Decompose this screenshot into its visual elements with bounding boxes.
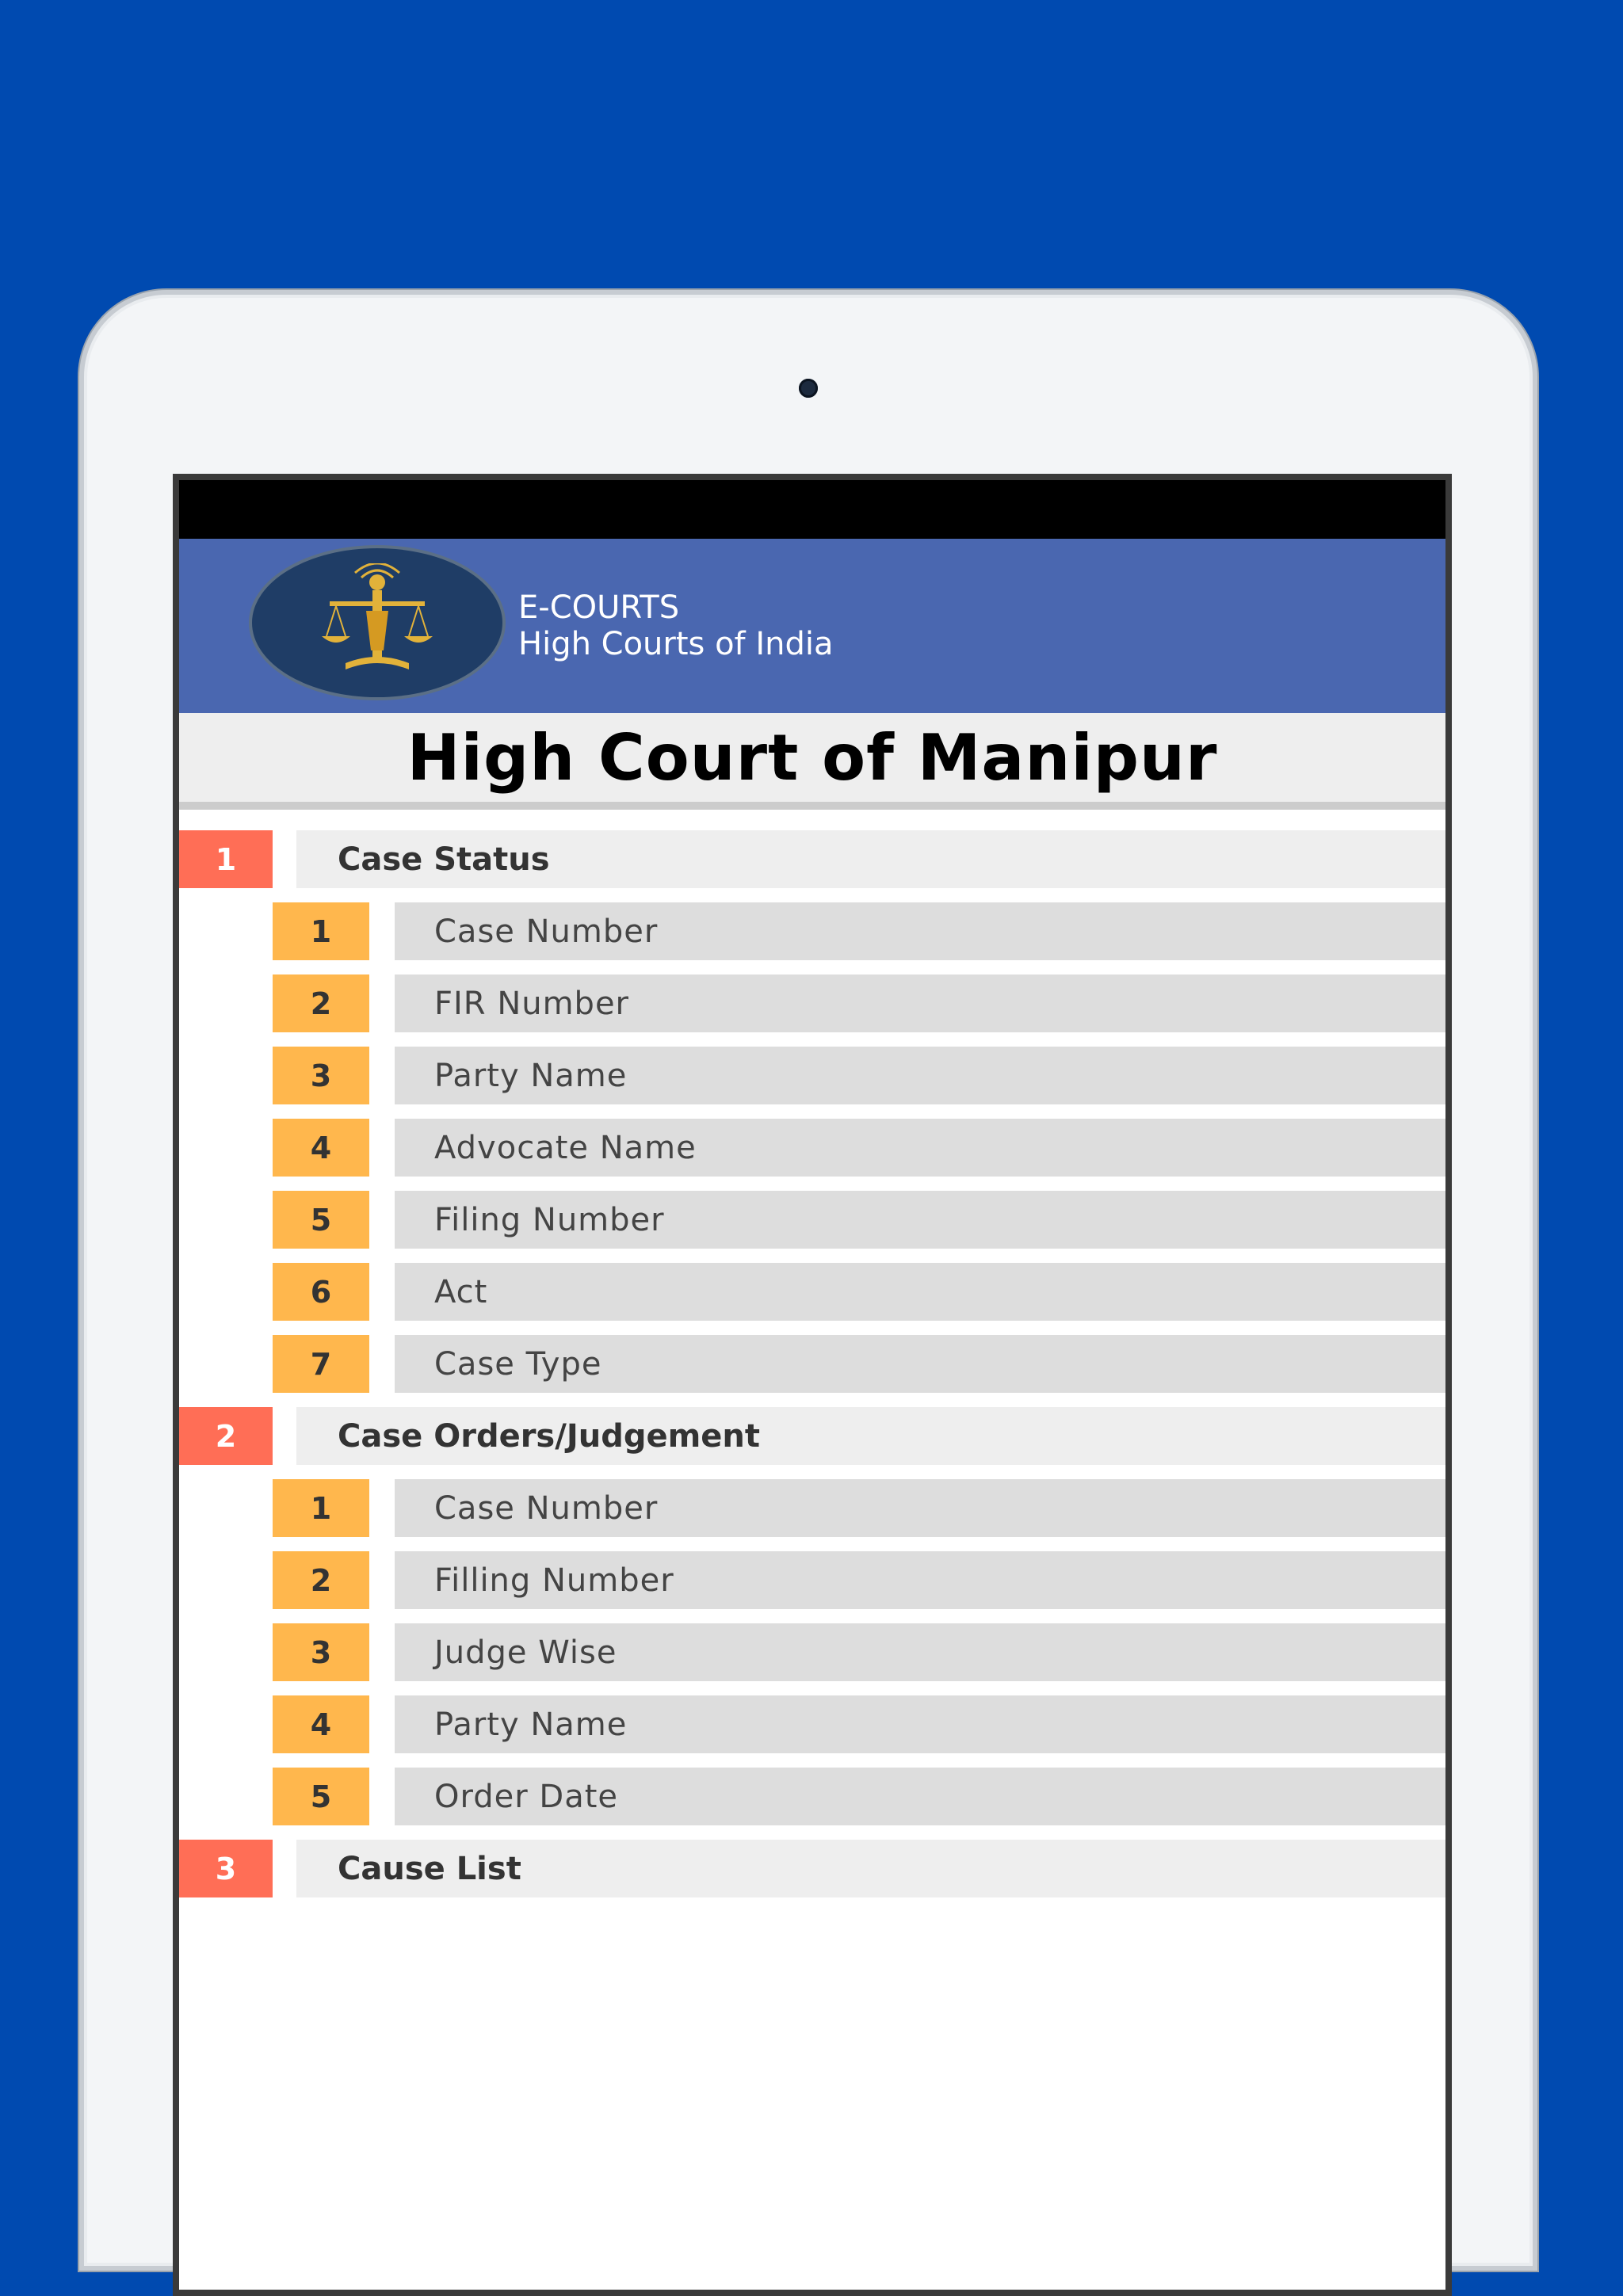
item-label[interactable]: FIR Number bbox=[395, 974, 1445, 1032]
item-number: 1 bbox=[273, 1479, 369, 1537]
item-label[interactable]: Party Name bbox=[395, 1695, 1445, 1753]
section-label[interactable]: Cause List bbox=[296, 1840, 1445, 1897]
court-title-bar bbox=[179, 713, 1445, 810]
item-label[interactable]: Filling Number bbox=[395, 1551, 1445, 1609]
section-case-orders-judgement[interactable] bbox=[179, 1407, 1445, 1479]
item-label[interactable]: Case Type bbox=[395, 1335, 1445, 1393]
item-number: 3 bbox=[273, 1623, 369, 1681]
scales-of-justice-icon bbox=[298, 563, 456, 682]
item-number: 4 bbox=[273, 1695, 369, 1753]
item-number: 7 bbox=[273, 1335, 369, 1393]
tablet-frame bbox=[79, 290, 1537, 2271]
item-label[interactable]: Case Number bbox=[395, 902, 1445, 960]
menu-item-filing-number[interactable] bbox=[179, 1191, 1445, 1263]
item-label[interactable]: Order Date bbox=[395, 1768, 1445, 1825]
header-text bbox=[518, 589, 834, 662]
item-label[interactable]: Judge Wise bbox=[395, 1623, 1445, 1681]
item-number: 5 bbox=[273, 1191, 369, 1249]
item-number: 5 bbox=[273, 1768, 369, 1825]
app-screen bbox=[173, 474, 1452, 2296]
item-number: 2 bbox=[273, 974, 369, 1032]
item-label[interactable]: Act bbox=[395, 1263, 1445, 1321]
item-number: 4 bbox=[273, 1119, 369, 1177]
section-label[interactable]: Case Status bbox=[296, 830, 1445, 888]
section-number: 2 bbox=[179, 1407, 273, 1465]
section-case-status[interactable] bbox=[179, 830, 1445, 902]
menu-item-party-name[interactable] bbox=[179, 1047, 1445, 1119]
section-label[interactable]: Case Orders/Judgement bbox=[296, 1407, 1445, 1465]
menu-item-advocate-name[interactable] bbox=[179, 1119, 1445, 1191]
item-label[interactable]: Party Name bbox=[395, 1047, 1445, 1104]
menu-item-act[interactable] bbox=[179, 1263, 1445, 1335]
section-number: 1 bbox=[179, 830, 273, 888]
section-number: 3 bbox=[179, 1840, 273, 1897]
header-line-ecourts: E-COURTS bbox=[518, 589, 680, 626]
menu-item-fir-number[interactable] bbox=[179, 974, 1445, 1047]
item-label[interactable]: Advocate Name bbox=[395, 1119, 1445, 1177]
menu-item-order-date[interactable] bbox=[179, 1768, 1445, 1840]
ecourts-logo-icon bbox=[249, 545, 506, 700]
menu-list bbox=[179, 810, 1445, 1912]
item-number: 2 bbox=[273, 1551, 369, 1609]
status-bar bbox=[179, 480, 1445, 539]
item-number: 3 bbox=[273, 1047, 369, 1104]
app-header bbox=[179, 539, 1445, 713]
item-label[interactable]: Filing Number bbox=[395, 1191, 1445, 1249]
menu-item-judge-wise[interactable] bbox=[179, 1623, 1445, 1695]
section-cause-list[interactable] bbox=[179, 1840, 1445, 1912]
page-title: High Court of Manipur bbox=[407, 720, 1218, 795]
menu-item-case-type[interactable] bbox=[179, 1335, 1445, 1407]
menu-item-case-number[interactable] bbox=[179, 1479, 1445, 1551]
menu-item-case-number[interactable] bbox=[179, 902, 1445, 974]
menu-item-filling-number[interactable] bbox=[179, 1551, 1445, 1623]
item-number: 1 bbox=[273, 902, 369, 960]
item-label[interactable]: Case Number bbox=[395, 1479, 1445, 1537]
header-line-high-courts: High Courts of India bbox=[518, 626, 834, 662]
camera-icon bbox=[799, 379, 818, 398]
menu-item-party-name[interactable] bbox=[179, 1695, 1445, 1768]
item-number: 6 bbox=[273, 1263, 369, 1321]
